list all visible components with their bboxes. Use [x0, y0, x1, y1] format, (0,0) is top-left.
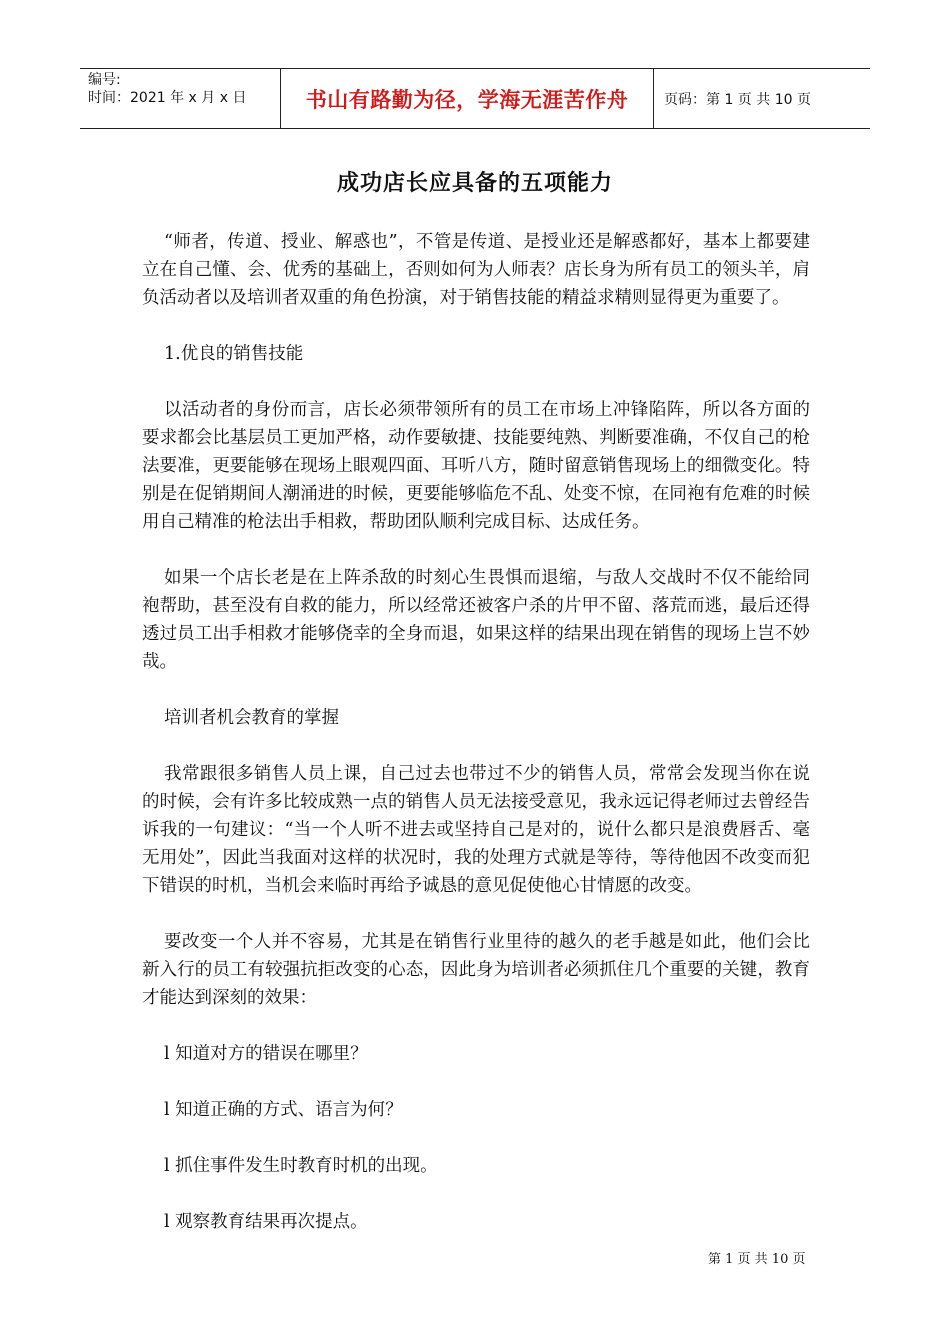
header-page-number: 页码：第 1 页 共 10 页	[664, 91, 811, 108]
list-item: l 抓住事件发生时教育时机的出现。	[164, 1156, 438, 1176]
paragraph: “师者，传道、授业、解惑也”，不管是传道、是授业还是解惑都好，基本上都要建立在自己懂、会、优秀的基础上，否则如何为人师表？店长身为所有员工的领头羊，肩负活动者以及培训者双重的角色扮演，对于销售技能的精益求精则显得更为重要了。	[142, 232, 810, 308]
header-meta	[80, 69, 281, 128]
document-header	[80, 68, 870, 129]
list-item: l 知道对方的错误在哪里？	[164, 1044, 368, 1064]
list-item: l 观察教育结果再次提点。	[164, 1212, 368, 1232]
document-title: 成功店长应具备的五项能力	[336, 171, 613, 196]
paragraph: 要改变一个人并不容易，尤其是在销售行业里待的越久的老手越是如此，他们会比新入行的员工有较强抗拒改变的心态，因此身为培训者必须抓住几个重要的关键，教育才能达到深刻的效果：	[142, 932, 810, 1008]
paragraph: 以活动者的身份而言，店长必须带领所有的员工在市场上冲锋陷阵，所以各方面的要求都会比基层员工更加严格，动作要敏捷、技能要纯熟、判断要准确，不仅自己的枪法要准，更要能够在现场上眼观四面、耳听八方，随时留意销售现场上的细微变化。特别是在促销期间人潮涌进的时候，更要能够临危不乱、处变不惊，在同袍有危难的时候用自己精准的枪法出手相救，帮助团队顺利完成目标、达成任务。	[142, 400, 810, 532]
page-footer: 第 1 页 共 10 页	[708, 1252, 806, 1267]
header-motto: 书山有路勤为径，学海无涯苦作舟	[281, 69, 654, 128]
document-number-label: 编号:	[88, 72, 121, 88]
document-body	[142, 228, 810, 1264]
list-item: l 知道正确的方式、语言为何？	[164, 1100, 403, 1120]
document-date-label: 时间：2021 年 x 月 x 日	[88, 90, 247, 106]
section-heading: 1.优良的销售技能	[164, 344, 304, 364]
paragraph: 如果一个店长老是在上阵杀敌的时刻心生畏惧而退缩，与敌人交战时不仅不能给同袍帮助，甚至没有自救的能力，所以经常还被客户杀的片甲不留、落荒而逃，最后还得透过员工出手相救才能够侥幸的全身而退，如果这样的结果出现在销售的现场上岂不妙哉。	[142, 568, 810, 672]
section-heading: 培训者机会教育的掌握	[164, 708, 339, 728]
paragraph: 我常跟很多销售人员上课，自己过去也带过不少的销售人员，常常会发现当你在说的时候，会有许多比较成熟一点的销售人员无法接受意见，我永远记得老师过去曾经告诉我的一句建议：“当一个人听不进去或坚持自己是对的，说什么都只是浪费唇舌、毫无用处”，因此当我面对这样的状况时，我的处理方式就是等待，等待他因不改变而犯下错误的时机，当机会来临时再给予诚恳的意见促使他心甘情愿的改变。	[142, 764, 810, 896]
